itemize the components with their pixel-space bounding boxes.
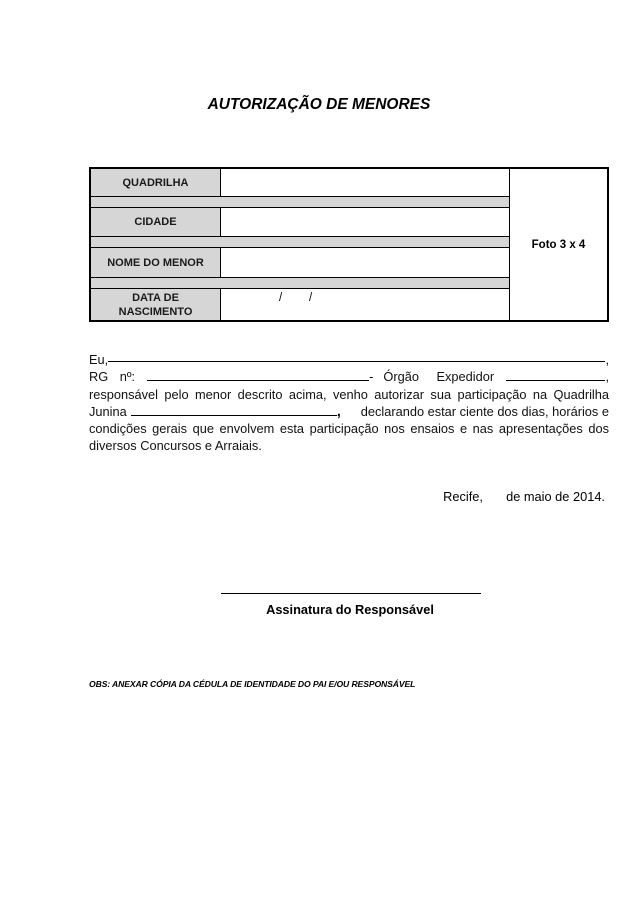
label-nome-do-menor: NOME DO MENOR: [89, 247, 221, 278]
form-row-cidade: [89, 207, 510, 237]
text-line-1: [89, 351, 609, 368]
label-data-line1: DATA DE: [132, 291, 179, 304]
date-text: de maio de 2014.: [506, 489, 605, 504]
text-comma: ,: [336, 402, 341, 420]
quadrilha-field[interactable]: [220, 167, 510, 197]
text-orgao: Órgão Expedidor: [383, 369, 495, 385]
text-eu: Eu,: [89, 352, 109, 367]
cidade-field[interactable]: [220, 207, 510, 237]
form-row-nascimento: [89, 288, 510, 322]
text-declarando: declarando estar ciente dos dias, horários e: [360, 403, 609, 419]
obs-note: OBS: ANEXAR CÓPIA DA CÉDULA DE IDENTIDADE DO PAI E/OU RESPONSÁVEL: [89, 679, 416, 689]
text-line-5: condições gerais que envolvem esta participação nos ensaios e nas apresentações dos: [89, 421, 609, 437]
text-dash: -: [369, 369, 374, 385]
text-rg: RG nº:: [89, 369, 136, 385]
signature-label: Assinatura do Responsável: [266, 602, 434, 617]
text-line-4: [89, 403, 609, 420]
orgao-blank[interactable]: [506, 370, 605, 381]
document-title: AUTORIZAÇÃO DE MENORES: [207, 96, 431, 113]
date-separator-2: /: [309, 292, 313, 304]
rg-blank[interactable]: [147, 370, 369, 381]
authorization-form: [89, 167, 609, 322]
text-line-2: [89, 368, 609, 385]
label-cidade: CIDADE: [89, 207, 221, 237]
row-gap: [89, 237, 510, 247]
date-separator-1: /: [279, 292, 283, 304]
label-data-line2: NASCIMENTO: [118, 305, 193, 318]
text-comma: ,: [605, 352, 609, 367]
row-gap: [89, 278, 510, 288]
text-line-6: diversos Concursos e Arraiais.: [89, 438, 262, 454]
place: Recife,: [443, 489, 483, 504]
label-data-nascimento: [89, 288, 221, 322]
text-junina: Junina: [89, 403, 127, 419]
signature-line[interactable]: [221, 593, 481, 594]
authorization-text: [89, 351, 609, 455]
nome-do-menor-field[interactable]: [220, 247, 510, 278]
place-date: [443, 489, 605, 504]
label-quadrilha: QUADRILHA: [89, 167, 221, 197]
form-row-quadrilha: [89, 167, 510, 197]
name-blank[interactable]: [108, 351, 605, 362]
text-comma: ,: [605, 369, 609, 385]
form-row-nome: [89, 247, 510, 278]
row-gap: [89, 197, 510, 207]
data-nascimento-field[interactable]: [220, 288, 510, 322]
quadrilha-blank[interactable]: [131, 405, 337, 416]
text-line-3: responsável pelo menor descrito acima, venho autorizar sua participação na Quadrilha: [89, 386, 609, 402]
photo-box: [509, 167, 609, 322]
photo-label: Foto 3 x 4: [531, 238, 586, 251]
